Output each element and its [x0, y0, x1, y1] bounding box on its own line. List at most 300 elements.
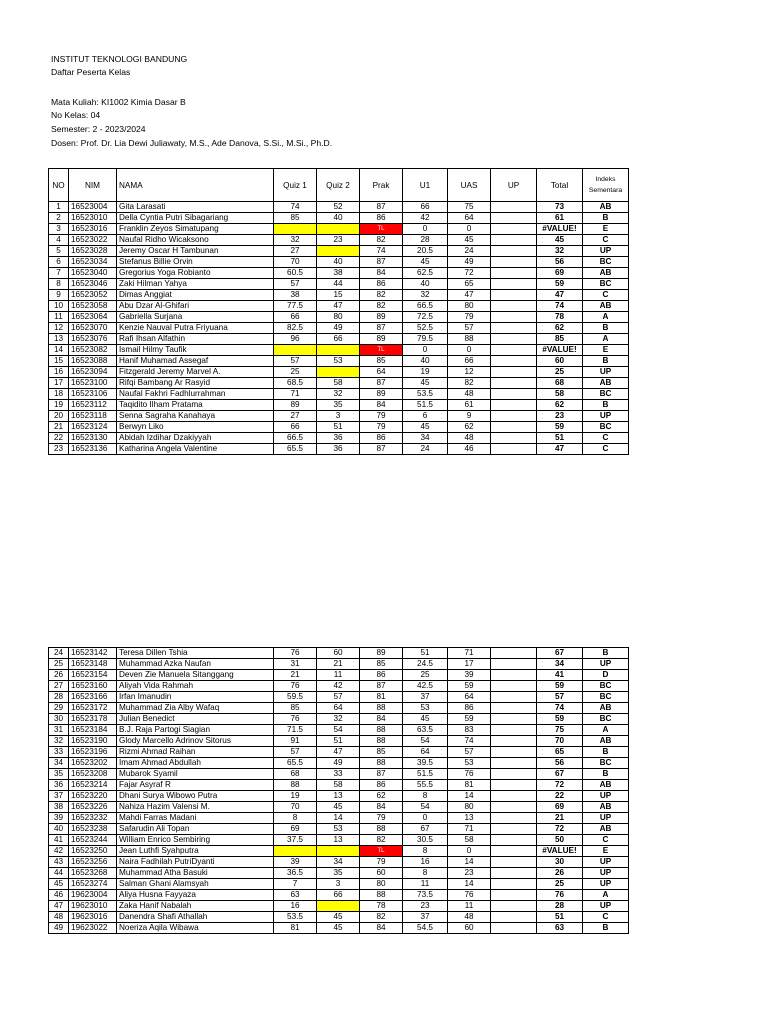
- cell-total: 47: [537, 444, 583, 455]
- cell-quiz2: 57: [317, 692, 360, 703]
- cell-uas: 61: [448, 400, 491, 411]
- cell-nama: Katharina Angela Valentine: [117, 444, 274, 455]
- cell-uas: 75: [448, 202, 491, 213]
- cell-u1: 30.5: [403, 835, 448, 846]
- cell-indeks: AB: [583, 780, 629, 791]
- cell-nim: 16523004: [69, 202, 117, 213]
- cell-nim: 16523208: [69, 769, 117, 780]
- cell-quiz1: [274, 345, 317, 356]
- cell-up: [491, 758, 537, 769]
- cell-u1: 63.5: [403, 725, 448, 736]
- cell-uas: 48: [448, 912, 491, 923]
- cell-quiz2: 15: [317, 290, 360, 301]
- cell-no: 46: [49, 890, 69, 901]
- cell-quiz2: 45: [317, 923, 360, 934]
- cell-nim: 16523088: [69, 356, 117, 367]
- cell-prak: 86: [360, 213, 403, 224]
- cell-quiz1: 27: [274, 246, 317, 257]
- cell-quiz2: 34: [317, 857, 360, 868]
- table-row: [49, 681, 629, 692]
- table-row: [49, 224, 629, 235]
- table-row: [49, 648, 629, 659]
- cell-u1: 40: [403, 279, 448, 290]
- cell-quiz2: 60: [317, 648, 360, 659]
- cell-nim: 16523256: [69, 857, 117, 868]
- lecturer-info: Dosen: Prof. Dr. Lia Dewi Juliawaty, M.S., Ade Danova, S.Si., M.Si., Ph.D.: [51, 138, 333, 148]
- cell-total: #VALUE!: [537, 345, 583, 356]
- cell-nim: 16523250: [69, 846, 117, 857]
- cell-nim: 16523142: [69, 648, 117, 659]
- col-indeks: [583, 169, 629, 202]
- table-row: [49, 714, 629, 725]
- cell-no: 36: [49, 780, 69, 791]
- cell-up: [491, 813, 537, 824]
- cell-prak: 84: [360, 923, 403, 934]
- student-table-2: [48, 647, 629, 934]
- table-row: [49, 290, 629, 301]
- cell-quiz2: 52: [317, 202, 360, 213]
- table-row: [49, 213, 629, 224]
- cell-prak: 88: [360, 736, 403, 747]
- cell-no: 2: [49, 213, 69, 224]
- cell-u1: 42.5: [403, 681, 448, 692]
- cell-u1: 0: [403, 813, 448, 824]
- cell-nama: Mahdi Farras Madani: [117, 813, 274, 824]
- cell-up: [491, 202, 537, 213]
- cell-quiz2: 51: [317, 422, 360, 433]
- cell-uas: 60: [448, 923, 491, 934]
- cell-total: 69: [537, 802, 583, 813]
- cell-no: 15: [49, 356, 69, 367]
- cell-quiz2: 35: [317, 868, 360, 879]
- cell-no: 21: [49, 422, 69, 433]
- cell-prak: 88: [360, 703, 403, 714]
- cell-nim: 16523178: [69, 714, 117, 725]
- cell-nim: 16523202: [69, 758, 117, 769]
- cell-up: [491, 356, 537, 367]
- cell-nama: Glody Marcello Adrinov Sitorus: [117, 736, 274, 747]
- cell-up: [491, 890, 537, 901]
- cell-uas: 48: [448, 433, 491, 444]
- cell-no: 6: [49, 257, 69, 268]
- cell-nim: 16523040: [69, 268, 117, 279]
- cell-uas: 46: [448, 444, 491, 455]
- table-row: [49, 433, 629, 444]
- cell-uas: 76: [448, 890, 491, 901]
- table-row: [49, 400, 629, 411]
- cell-total: 45: [537, 235, 583, 246]
- cell-uas: 23: [448, 868, 491, 879]
- cell-quiz2: 58: [317, 780, 360, 791]
- cell-u1: 0: [403, 345, 448, 356]
- col-quiz2: Quiz 2: [317, 169, 360, 202]
- cell-no: 32: [49, 736, 69, 747]
- cell-nim: 16523160: [69, 681, 117, 692]
- cell-nama: Stefanus Billie Orvin: [117, 257, 274, 268]
- table-row: [49, 879, 629, 890]
- cell-total: 56: [537, 257, 583, 268]
- cell-quiz2: 13: [317, 791, 360, 802]
- cell-nama: Fitzgerald Jeremy Marvel A.: [117, 367, 274, 378]
- cell-u1: 24: [403, 444, 448, 455]
- cell-total: 28: [537, 901, 583, 912]
- cell-quiz1: 66: [274, 312, 317, 323]
- cell-quiz1: 66: [274, 422, 317, 433]
- cell-nama: Gabriella Surjana: [117, 312, 274, 323]
- cell-total: 72: [537, 824, 583, 835]
- cell-prak: TL: [360, 345, 403, 356]
- cell-nama: Senna Sagraha Kanahaya: [117, 411, 274, 422]
- cell-uas: 88: [448, 334, 491, 345]
- cell-indeks: AB: [583, 703, 629, 714]
- cell-up: [491, 411, 537, 422]
- cell-indeks: BC: [583, 681, 629, 692]
- cell-no: 4: [49, 235, 69, 246]
- table-row: [49, 725, 629, 736]
- cell-no: 5: [49, 246, 69, 257]
- cell-up: [491, 648, 537, 659]
- cell-no: 26: [49, 670, 69, 681]
- cell-quiz1: 85: [274, 213, 317, 224]
- cell-uas: 0: [448, 224, 491, 235]
- table-row: [49, 769, 629, 780]
- cell-nama: Zaka Hanif Nabalah: [117, 901, 274, 912]
- cell-prak: 60: [360, 868, 403, 879]
- cell-up: [491, 224, 537, 235]
- cell-no: 25: [49, 659, 69, 670]
- cell-u1: 25: [403, 670, 448, 681]
- cell-quiz1: 77.5: [274, 301, 317, 312]
- cell-prak: 87: [360, 444, 403, 455]
- col-nim: NIM: [69, 169, 117, 202]
- cell-uas: 14: [448, 879, 491, 890]
- cell-nim: 19623010: [69, 901, 117, 912]
- cell-total: 30: [537, 857, 583, 868]
- cell-nama: Jean Luthfi Syahputra: [117, 846, 274, 857]
- cell-nim: 16523154: [69, 670, 117, 681]
- cell-nama: Kenzie Nauval Putra Friyuana: [117, 323, 274, 334]
- cell-indeks: B: [583, 400, 629, 411]
- cell-total: 73: [537, 202, 583, 213]
- cell-prak: TL: [360, 224, 403, 235]
- semester-info: Semester: 2 - 2023/2024: [51, 124, 146, 134]
- cell-up: [491, 824, 537, 835]
- cell-u1: 51: [403, 648, 448, 659]
- cell-indeks: C: [583, 290, 629, 301]
- cell-quiz2: 36: [317, 433, 360, 444]
- cell-quiz1: 27: [274, 411, 317, 422]
- cell-up: [491, 923, 537, 934]
- cell-indeks: C: [583, 444, 629, 455]
- cell-quiz1: 76: [274, 648, 317, 659]
- cell-total: #VALUE!: [537, 224, 583, 235]
- cell-quiz2: 49: [317, 323, 360, 334]
- cell-uas: 14: [448, 857, 491, 868]
- cell-quiz1: 68: [274, 769, 317, 780]
- cell-quiz1: 66.5: [274, 433, 317, 444]
- list-title: Daftar Peserta Kelas: [51, 67, 131, 77]
- cell-no: 3: [49, 224, 69, 235]
- col-no: NO: [49, 169, 69, 202]
- cell-indeks: E: [583, 224, 629, 235]
- cell-prak: 86: [360, 279, 403, 290]
- cell-total: 59: [537, 279, 583, 290]
- cell-prak: 87: [360, 378, 403, 389]
- cell-quiz2: [317, 901, 360, 912]
- cell-u1: 16: [403, 857, 448, 868]
- cell-up: [491, 433, 537, 444]
- cell-u1: 37: [403, 912, 448, 923]
- table-row: [49, 312, 629, 323]
- cell-prak: 82: [360, 912, 403, 923]
- cell-nama: Naufal Ridho Wicaksono: [117, 235, 274, 246]
- table-row: [49, 659, 629, 670]
- cell-prak: 87: [360, 323, 403, 334]
- cell-nama: Gita Larasati: [117, 202, 274, 213]
- cell-uas: 79: [448, 312, 491, 323]
- cell-indeks: B: [583, 648, 629, 659]
- cell-nim: 16523268: [69, 868, 117, 879]
- cell-no: 47: [49, 901, 69, 912]
- cell-up: [491, 736, 537, 747]
- cell-no: 18: [49, 389, 69, 400]
- table-row: [49, 758, 629, 769]
- cell-nama: B.J. Raja Partogi Siagian: [117, 725, 274, 736]
- cell-no: 19: [49, 400, 69, 411]
- cell-nim: 16523184: [69, 725, 117, 736]
- cell-quiz1: 57: [274, 279, 317, 290]
- cell-total: 72: [537, 780, 583, 791]
- cell-no: 44: [49, 868, 69, 879]
- cell-up: [491, 879, 537, 890]
- cell-nama: Fajar Asyraf R: [117, 780, 274, 791]
- cell-quiz2: [317, 246, 360, 257]
- cell-total: 61: [537, 213, 583, 224]
- cell-quiz2: 42: [317, 681, 360, 692]
- cell-quiz1: 57: [274, 747, 317, 758]
- cell-u1: 32: [403, 290, 448, 301]
- table-row: [49, 323, 629, 334]
- col-u1: U1: [403, 169, 448, 202]
- cell-prak: 82: [360, 290, 403, 301]
- table-row: [49, 692, 629, 703]
- table-row: [49, 367, 629, 378]
- cell-nim: 16523214: [69, 780, 117, 791]
- cell-up: [491, 279, 537, 290]
- cell-no: 43: [49, 857, 69, 868]
- cell-indeks: BC: [583, 714, 629, 725]
- table-row: [49, 890, 629, 901]
- cell-quiz1: 53.5: [274, 912, 317, 923]
- cell-quiz2: 45: [317, 802, 360, 813]
- cell-nim: 19623004: [69, 890, 117, 901]
- cell-no: 35: [49, 769, 69, 780]
- cell-quiz2: 58: [317, 378, 360, 389]
- table-1-body: [49, 202, 629, 455]
- cell-nama: Naufal Fakhri Fadhlurrahman: [117, 389, 274, 400]
- cell-u1: 39.5: [403, 758, 448, 769]
- cell-total: 23: [537, 411, 583, 422]
- cell-total: 41: [537, 670, 583, 681]
- cell-u1: 0: [403, 224, 448, 235]
- cell-u1: 55.5: [403, 780, 448, 791]
- cell-quiz1: 91: [274, 736, 317, 747]
- cell-no: 13: [49, 334, 69, 345]
- cell-quiz1: 36.5: [274, 868, 317, 879]
- cell-prak: 88: [360, 725, 403, 736]
- cell-no: 16: [49, 367, 69, 378]
- cell-nim: 16523046: [69, 279, 117, 290]
- cell-up: [491, 901, 537, 912]
- cell-up: [491, 290, 537, 301]
- cell-prak: 89: [360, 648, 403, 659]
- cell-total: 67: [537, 769, 583, 780]
- cell-nama: Nahiza Hazim Valensi M.: [117, 802, 274, 813]
- cell-indeks: UP: [583, 411, 629, 422]
- cell-indeks: E: [583, 345, 629, 356]
- table-row: [49, 257, 629, 268]
- cell-quiz2: 32: [317, 714, 360, 725]
- cell-prak: 84: [360, 714, 403, 725]
- cell-prak: 87: [360, 202, 403, 213]
- cell-quiz2: 13: [317, 835, 360, 846]
- cell-quiz1: 74: [274, 202, 317, 213]
- cell-no: 49: [49, 923, 69, 934]
- cell-indeks: UP: [583, 367, 629, 378]
- cell-u1: 79.5: [403, 334, 448, 345]
- cell-no: 38: [49, 802, 69, 813]
- cell-up: [491, 323, 537, 334]
- cell-prak: 79: [360, 411, 403, 422]
- cell-up: [491, 692, 537, 703]
- cell-up: [491, 835, 537, 846]
- cell-nim: 16523052: [69, 290, 117, 301]
- cell-quiz2: 47: [317, 747, 360, 758]
- cell-uas: 13: [448, 813, 491, 824]
- cell-prak: 87: [360, 681, 403, 692]
- cell-uas: 80: [448, 301, 491, 312]
- cell-u1: 45: [403, 257, 448, 268]
- cell-indeks: B: [583, 213, 629, 224]
- cell-nim: 16523034: [69, 257, 117, 268]
- cell-nim: 16523172: [69, 703, 117, 714]
- cell-no: 17: [49, 378, 69, 389]
- cell-nama: Gregorius Yoga Robianto: [117, 268, 274, 279]
- cell-quiz1: 71.5: [274, 725, 317, 736]
- cell-indeks: AB: [583, 378, 629, 389]
- cell-no: 11: [49, 312, 69, 323]
- cell-quiz1: 25: [274, 367, 317, 378]
- cell-indeks: B: [583, 747, 629, 758]
- cell-quiz2: 80: [317, 312, 360, 323]
- cell-indeks: UP: [583, 246, 629, 257]
- cell-no: 9: [49, 290, 69, 301]
- cell-nama: Dimas Anggiat: [117, 290, 274, 301]
- cell-nama: Noeriza Aqila Wibawa: [117, 923, 274, 934]
- cell-u1: 37: [403, 692, 448, 703]
- cell-prak: 79: [360, 857, 403, 868]
- cell-uas: 64: [448, 213, 491, 224]
- cell-quiz2: 3: [317, 411, 360, 422]
- course-info: Mata Kuliah: KI1002 Kimia Dasar B: [51, 97, 186, 107]
- cell-indeks: UP: [583, 813, 629, 824]
- cell-nama: Muhammad Atha Basuki: [117, 868, 274, 879]
- cell-prak: 86: [360, 670, 403, 681]
- cell-prak: 87: [360, 257, 403, 268]
- cell-indeks: C: [583, 835, 629, 846]
- cell-nim: 16523226: [69, 802, 117, 813]
- cell-indeks: E: [583, 846, 629, 857]
- table-header-row: [49, 169, 629, 202]
- cell-nama: Franklin Zeyos Simatupang: [117, 224, 274, 235]
- cell-u1: 28: [403, 235, 448, 246]
- cell-no: 45: [49, 879, 69, 890]
- cell-uas: 72: [448, 268, 491, 279]
- cell-no: 48: [49, 912, 69, 923]
- cell-total: 74: [537, 301, 583, 312]
- table-row: [49, 791, 629, 802]
- cell-prak: 80: [360, 879, 403, 890]
- cell-u1: 66.5: [403, 301, 448, 312]
- cell-quiz2: 49: [317, 758, 360, 769]
- cell-total: 85: [537, 334, 583, 345]
- table-row: [49, 780, 629, 791]
- cell-u1: 54: [403, 736, 448, 747]
- cell-total: 69: [537, 268, 583, 279]
- col-up: UP: [491, 169, 537, 202]
- cell-nama: Rafi Ihsan Alfathin: [117, 334, 274, 345]
- cell-quiz2: 44: [317, 279, 360, 290]
- cell-uas: 59: [448, 714, 491, 725]
- cell-up: [491, 868, 537, 879]
- cell-up: [491, 846, 537, 857]
- cell-prak: 62: [360, 791, 403, 802]
- cell-quiz1: 76: [274, 681, 317, 692]
- cell-u1: 51.5: [403, 400, 448, 411]
- cell-uas: 39: [448, 670, 491, 681]
- table-row: [49, 670, 629, 681]
- cell-indeks: B: [583, 356, 629, 367]
- cell-up: [491, 345, 537, 356]
- cell-no: 39: [49, 813, 69, 824]
- table-row: [49, 334, 629, 345]
- table-row: [49, 835, 629, 846]
- cell-nim: 16523082: [69, 345, 117, 356]
- cell-uas: 57: [448, 323, 491, 334]
- table-row: [49, 356, 629, 367]
- cell-u1: 42: [403, 213, 448, 224]
- cell-quiz2: 36: [317, 444, 360, 455]
- cell-prak: 85: [360, 747, 403, 758]
- cell-prak: 86: [360, 433, 403, 444]
- institution-name: INSTITUT TEKNOLOGI BANDUNG: [51, 54, 188, 64]
- cell-quiz2: 47: [317, 301, 360, 312]
- cell-uas: 76: [448, 769, 491, 780]
- cell-nim: 16523220: [69, 791, 117, 802]
- cell-up: [491, 769, 537, 780]
- cell-u1: 67: [403, 824, 448, 835]
- cell-nama: Ismail Hilmy Taufik: [117, 345, 274, 356]
- table-row: [49, 389, 629, 400]
- cell-quiz2: 40: [317, 257, 360, 268]
- cell-quiz2: [317, 345, 360, 356]
- cell-total: 25: [537, 367, 583, 378]
- cell-indeks: BC: [583, 422, 629, 433]
- cell-no: 28: [49, 692, 69, 703]
- cell-nim: 16523106: [69, 389, 117, 400]
- cell-u1: 51.5: [403, 769, 448, 780]
- table-row: [49, 912, 629, 923]
